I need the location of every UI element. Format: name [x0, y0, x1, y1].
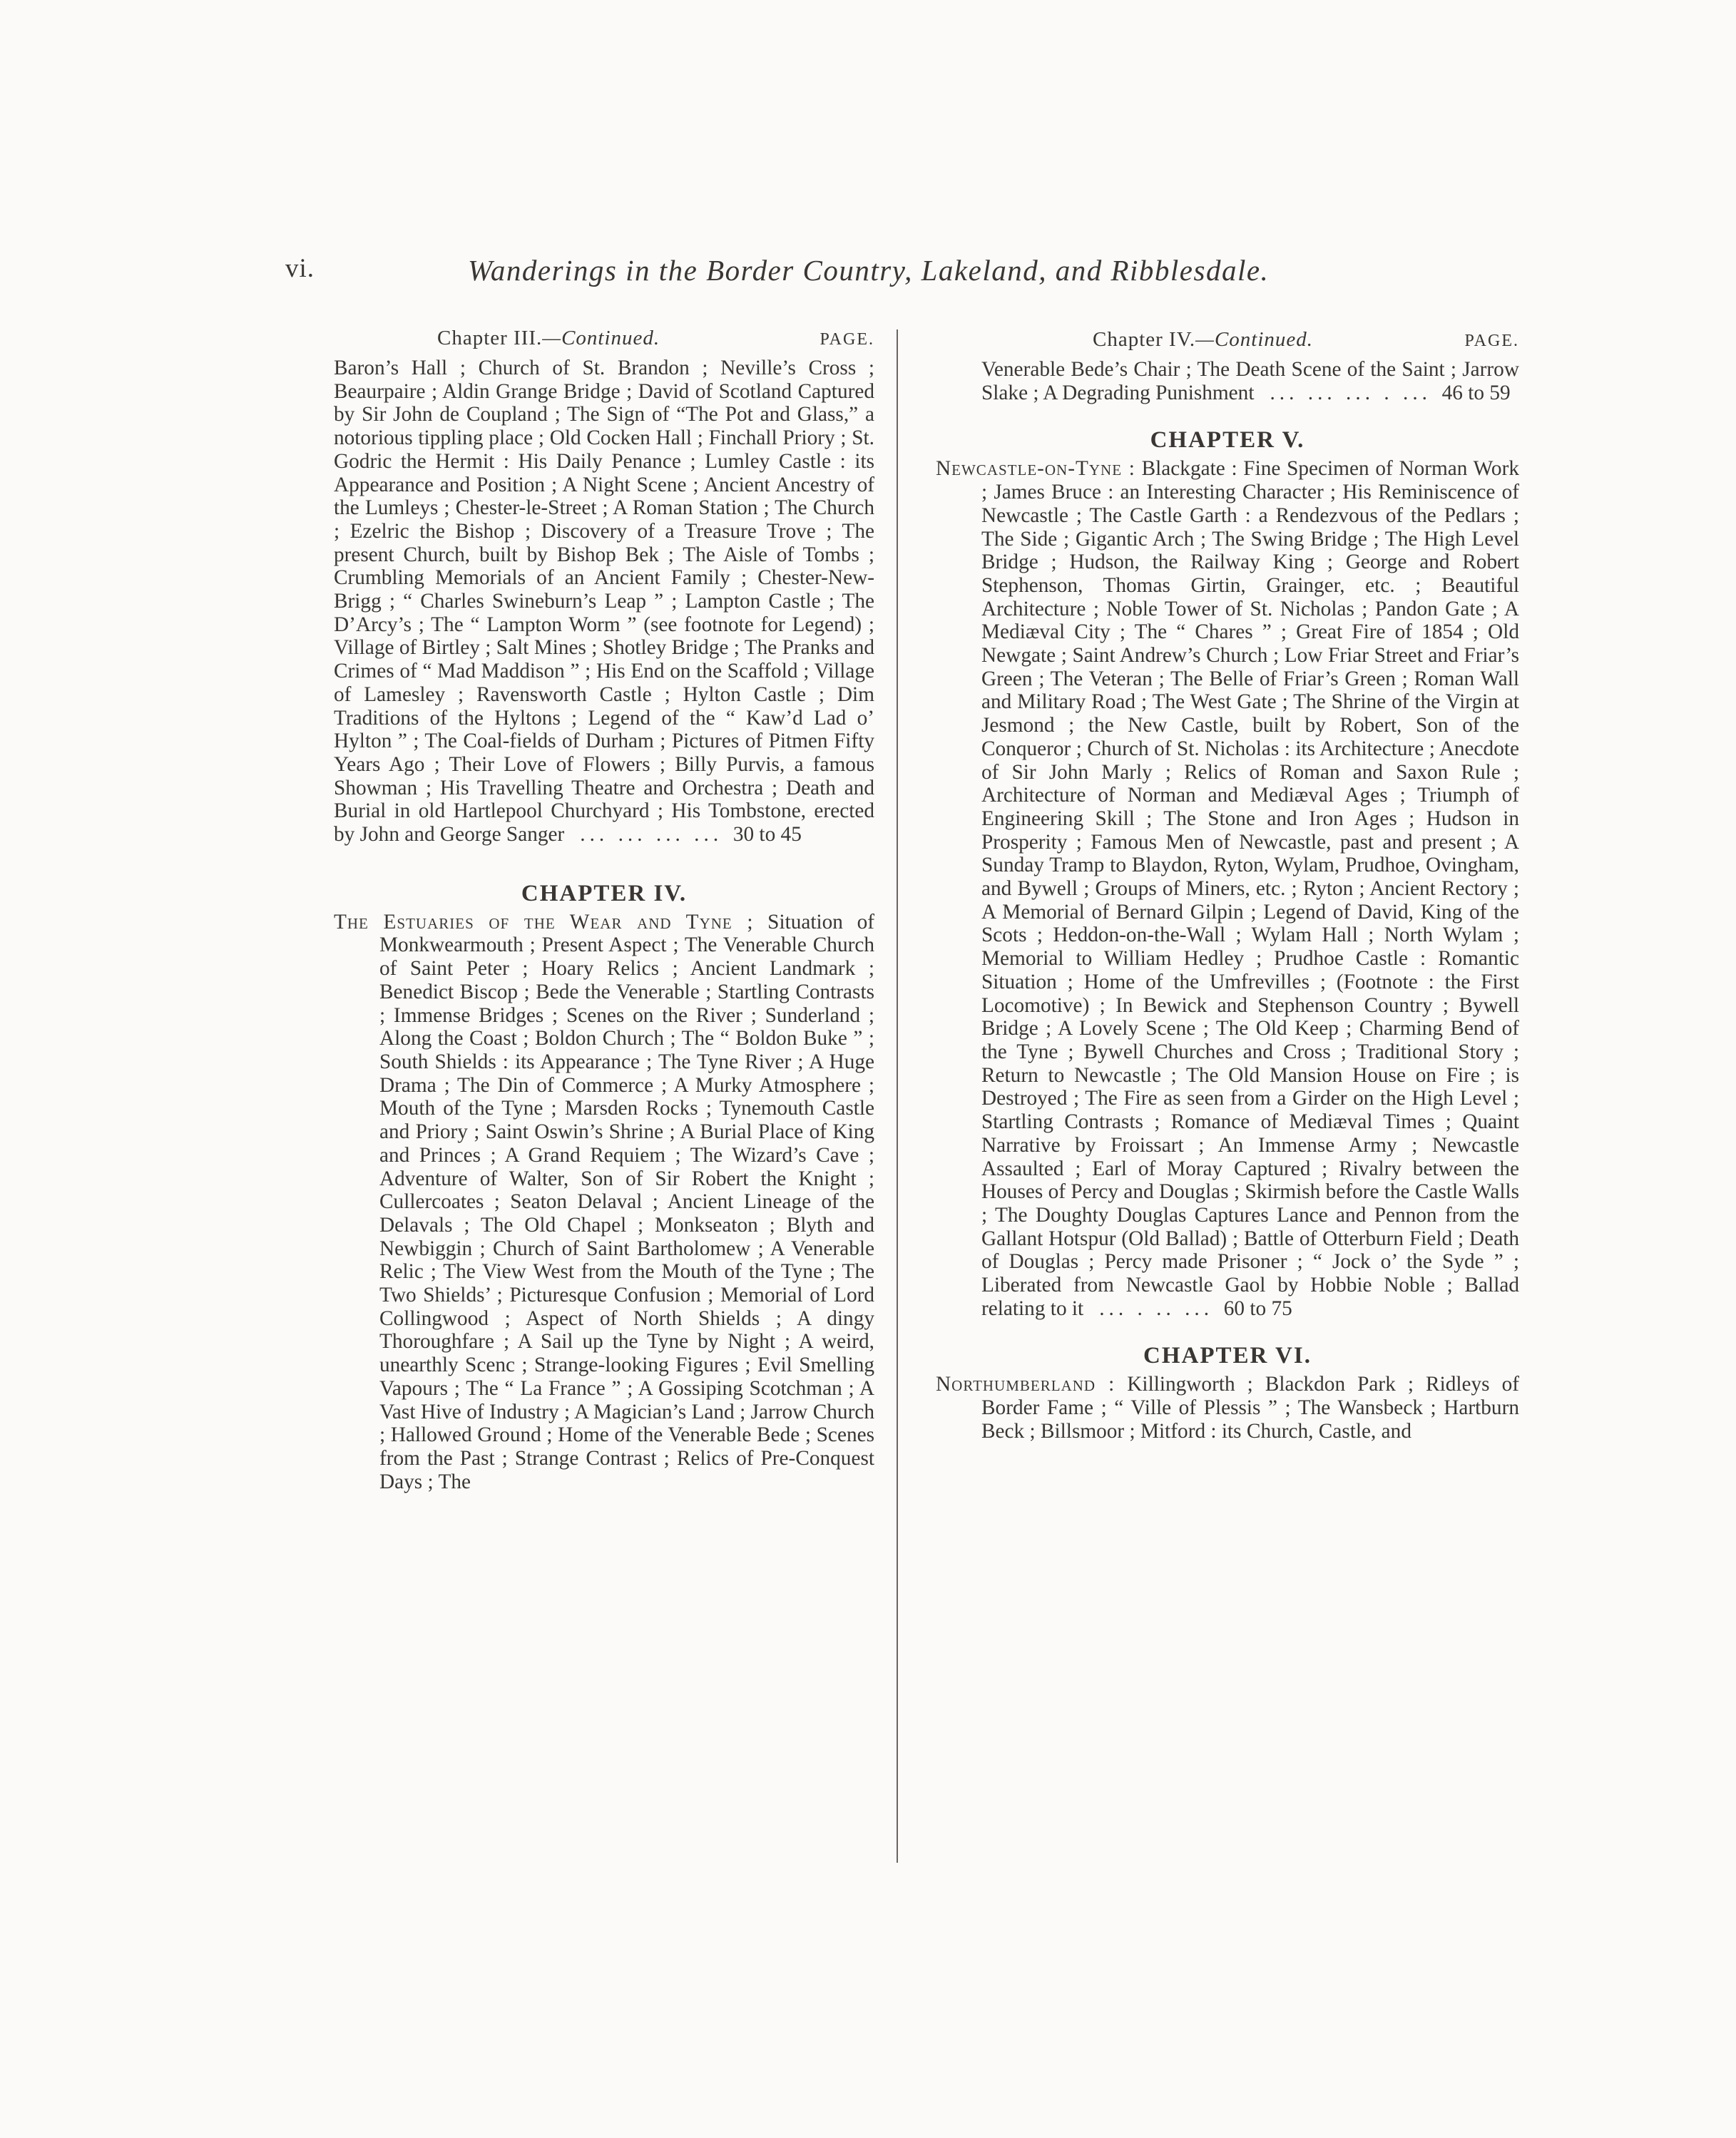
chapter-4-title: The Estuaries of the Wear and Tyne ; — [334, 910, 754, 934]
chapter-4-heading: CHAPTER IV. — [521, 880, 688, 906]
continued-label: —Continued. — [542, 327, 660, 349]
leader-dots: ... ... ... . ... — [1270, 381, 1431, 404]
chapter-4-body-continued: Venerable Bede’s Chair ; The Death Scene of the Saint ; Jarrow Slake ; A Degrading Punishment — [981, 358, 1519, 404]
page-number: vi. — [285, 254, 315, 283]
page-column-label: PAGE. — [820, 330, 874, 349]
chapter-4-contents — [288, 911, 874, 1494]
right-column — [936, 328, 1519, 1443]
running-title: Wanderings in the Border Country, Lakeland, and Ribblesdale. — [468, 254, 1270, 287]
running-head — [285, 253, 1355, 296]
continued-chapter: Chapter III. — [437, 327, 543, 349]
leader-dots: ... . .. ... — [1099, 1296, 1214, 1320]
page-range: 46 to 59 — [1441, 381, 1511, 404]
continued-header — [936, 328, 1519, 355]
continued-label: —Continued. — [1195, 328, 1314, 351]
continued-chapter: Chapter IV. — [1093, 328, 1196, 351]
page-range: 60 to 75 — [1223, 1296, 1292, 1320]
chapter-4-body: Situation of Monkwearmouth ; Present Aspect ; The Venerable Church of Saint Peter ; Hoary Relics ; Ancient Landmark ; Benedict Biscop ; Bede the Venerable ; Startling Contrasts ; Immense Bridges ; Scenes on the River ; Sunderland ; Along the Coast ; Boldon Church ; The “ Boldon Buke ” ; South Shields : its Appearance ; The Tyne River ; A Huge Drama ; The Din of Commerce ; A Murky Atmosphere ; Mouth of the Tyne ; Marsden Rocks ; Tynemouth Castle and Priory ; Saint Oswin’s Shrine ; A Burial Place of King and Princes ; A Grand Requiem ; The Wizard’s Cave ; Adventure of Walter, Son of Sir Robert the Knight ; Cullercoates ; Seaton Delaval ; Ancient Lineage of the Delavals ; The Old Chapel ; Monkseaton ; Blyth and Newbiggin ; Church of Saint Bartholomew ; A Venerable Relic ; The View West from the Mouth of the Tyne ; The Two Shields’ ; Picturesque Confusion ; Memorial of Lord Collingwood ; Aspect of North Shields ; A dingy Thoroughfare ; A Sail up the Tyne by Night ; A weird, unearthly Scenc ; Strange-looking Figures ; Evil Smelling Vapours ; The “ La France ” ; A Gossiping Scotchman ; A Vast Hive of Industry ; A Magician’s Land ; Jarrow Church ; Hallowed Ground ; Home of the Venerable Bede ; Scenes from the Past ; Strange Contrast ; Relics of Pre-Conquest Days ; The — [379, 910, 874, 1493]
leader-dots: ... ... ... ... — [580, 823, 723, 846]
chapter-6-title: Northumberland : — [936, 1373, 1115, 1396]
chapter-5-contents — [936, 457, 1519, 1320]
chapter-6-heading: CHAPTER VI. — [1143, 1343, 1312, 1369]
chapter-3-contents — [334, 357, 874, 846]
continued-header — [334, 327, 874, 354]
chapter-5-title: Newcastle-on-Tyne : — [936, 457, 1135, 481]
page-range: 30 to 45 — [732, 823, 802, 846]
page-column-label: PAGE. — [1464, 332, 1519, 350]
chapter-4-continued-contents — [981, 358, 1519, 404]
chapter-6-body: Killingworth ; Blackdon Park ; Ridleys of Border Fame ; “ Ville of Plessis ” ; The Wansbeck ; Hartburn Beck ; Billsmoor ; Mitford : its Church, Castle, and — [981, 1373, 1519, 1443]
column-divider — [897, 329, 898, 1863]
left-column — [334, 327, 874, 1493]
chapter-5-body: Blackgate : Fine Specimen of Norman Work ; James Bruce : an Interesting Character ; His Reminiscence of Newcastle ; The Castle Garth : a Rendezvous of the Pedlars ; The Side ; Gigantic Arch ; The Swing Bridge ; The High Level Bridge ; Hudson, the Railway King ; George and Robert Stephenson, Thomas Girtin, Grainger, etc. ; Beautiful Architecture ; Noble Tower of St. Nicholas ; Pandon Gate ; A Mediæval City ; The “ Chares ” ; Great Fire of 1854 ; Old Newgate ; Saint Andrew’s Church ; Low Friar Street and Friar’s Green ; The Veteran ; The Belle of Friar’s Green ; Roman Wall and Military Road ; The West Gate ; The Shrine of the Virgin at Jesmond ; the New Castle, built by Robert, Son of the Conqueror ; Church of St. Nicholas : its Architecture ; Anecdote of Sir John Marly ; Relics of Roman and Saxon Rule ; Architecture of Norman and Mediæval Ages ; Triumph of Engineering Skill ; The Stone and Iron Ages ; Hudson in Prosperity ; Famous Men of Newcastle, past and present ; A Sunday Tramp to Blaydon, Ryton, Wylam, Prudhoe, Ovingham, and Bywell ; Groups of Miners, etc. ; Ryton ; Ancient Rectory ; A Memorial of Bernard Gilpin ; Legend of David, King of the Scots ; Heddon-on-the-Wall ; Wylam Hall ; North Wylam ; Memorial to William Hedley ; Prudhoe Castle : Romantic Situation ; Home of the Umfrevilles ; (Footnote : the First Locomotive) ; In Bewick and Stephenson Country ; Bywell Bridge ; A Lovely Scene ; The Old Keep ; Charming Bend of the Tyne ; Bywell Churches and Cross ; Traditional Story ; Return to Newcastle ; The Old Mansion House on Fire ; is Destroyed ; The Fire as seen from a Girder on the High Level ; Startling Contrasts ; Romance of Mediæval Times ; Quaint Narrative by Froissart ; An Immense Army ; Newcastle Assaulted ; Earl of Moray Captured ; Rivalry between the Houses of Percy and Douglas ; Skirmish before the Castle Walls ; The Doughty Douglas Captures Lance and Pennon from the Gallant Hotspur (Old Ballad) ; Battle of Otterburn Field ; Death of Douglas ; Percy made Prisoner ; “ Jock o’ the Syde ” ; Liberated from Newcastle Gaol by Hobbie Noble ; Ballad relating to it — [981, 457, 1519, 1320]
chapter-6-contents — [936, 1373, 1519, 1443]
chapter-5-heading: CHAPTER V. — [1150, 427, 1305, 454]
chapter-3-body: Baron’s Hall ; Church of St. Brandon ; Neville’s Cross ; Beaurpaire ; Aldin Grange Bridge ; David of Scotland Captured by Sir John de Coupland ; The Sign of “The Pot and Glass,” a notorious tippling place ; Old Cocken Hall ; Finchall Priory ; St. Godric the Hermit : His Daily Penance ; Lumley Castle : its Appearance and Position ; A Night Scene ; Ancient Ancestry of the Lumleys ; Chester-le-Street ; A Roman Station ; The Church ; Ezelric the Bishop ; Discovery of a Treasure Trove ; The present Church, built by Bishop Bek ; The Aisle of Tombs ; Crumbling Memorials of an Ancient Family ; Chester-New-Brigg ; “ Charles Swineburn’s Leap ” ; Lampton Castle ; The D’Arcy’s ; The “ Lampton Worm ” (see footnote for Legend) ; Village of Birtley ; Salt Mines ; Shotley Bridge ; The Pranks and Crimes of “ Mad Maddison ” ; His End on the Scaffold ; Village of Lamesley ; Ravensworth Castle ; Hylton Castle ; Dim Traditions of the Hyltons ; Legend of the “ Kaw’d Lad o’ Hylton ” ; The Coal-fields of Durham ; Pictures of Pitmen Fifty Years Ago ; Their Love of Flowers ; Billy Purvis, a famous Showman ; His Travelling Theatre and Orchestra ; Death and Burial in old Hartlepool Churchyard ; His Tombstone, erected by John and George Sanger — [334, 357, 874, 846]
